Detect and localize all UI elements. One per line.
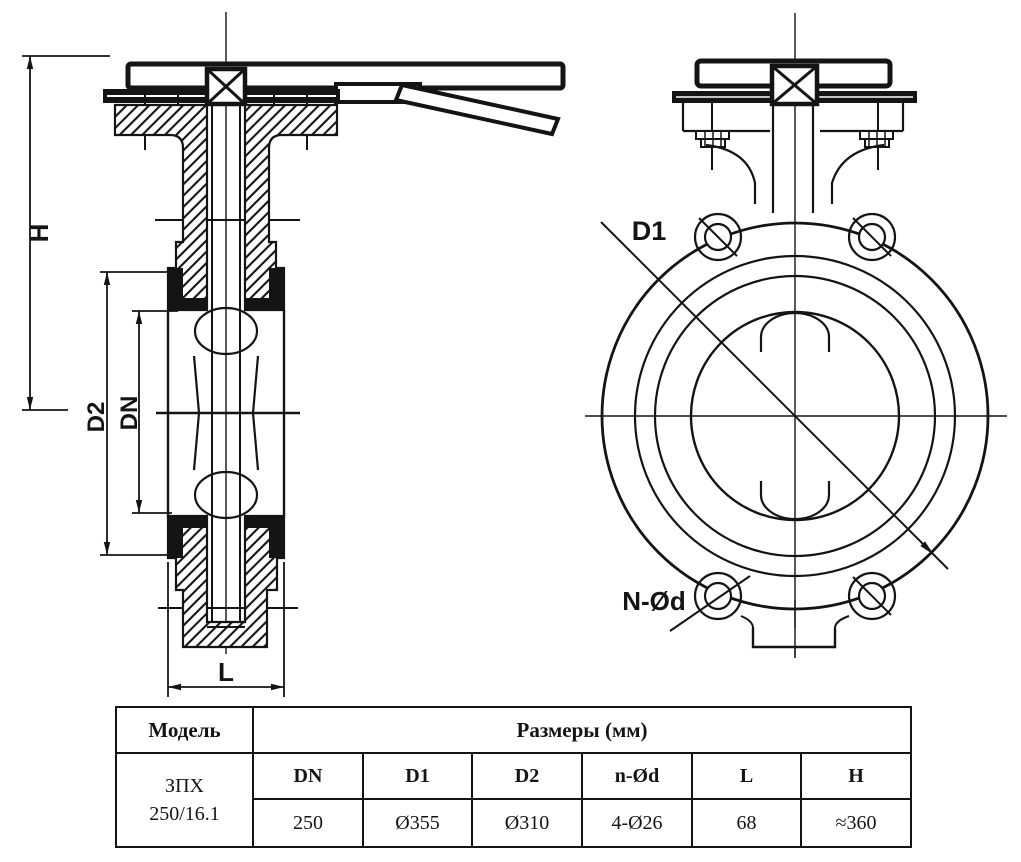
col-header-h: H (801, 753, 911, 799)
dim-label-d2: D2 (83, 401, 110, 433)
col-header-d2: D2 (472, 753, 582, 799)
model-line-1: ЗПХ (165, 775, 204, 797)
upper-body-section-right (245, 105, 337, 310)
handle-trigger (396, 85, 558, 134)
col-header-nod: n-Ød (582, 753, 692, 799)
value-h: ≈360 (801, 799, 911, 847)
col-header-dn: DN (253, 753, 363, 799)
dim-label-d1: D1 (631, 216, 667, 246)
tab-fillet-right (835, 616, 849, 628)
table-header-model: Модель (116, 707, 253, 753)
col-header-l: L (692, 753, 801, 799)
upper-body-section-left (115, 105, 207, 310)
col-header-d1: D1 (363, 753, 472, 799)
model-line-2: 250/16.1 (149, 803, 220, 825)
dim-label-l: L (218, 657, 234, 687)
dim-label-dn: DN (116, 395, 143, 431)
dim-label-n-od: N-Ød (622, 586, 686, 616)
tab-fillet-left (741, 616, 753, 628)
neck-curve-left (706, 145, 755, 204)
neck-curve-right (832, 145, 884, 204)
left-view-section (22, 12, 563, 697)
value-d1: Ø355 (363, 799, 472, 847)
spec-table (115, 706, 912, 848)
value-dn: 250 (253, 799, 363, 847)
right-view-front (585, 13, 1007, 658)
dim-label-h: H (24, 223, 54, 243)
value-l: 68 (692, 799, 801, 847)
model-value-cell (116, 753, 253, 847)
bottom-tab (753, 628, 835, 647)
value-nod: 4-Ø26 (582, 799, 692, 847)
table-header-dimensions: Размеры (мм) (253, 707, 911, 753)
value-d2: Ø310 (472, 799, 582, 847)
